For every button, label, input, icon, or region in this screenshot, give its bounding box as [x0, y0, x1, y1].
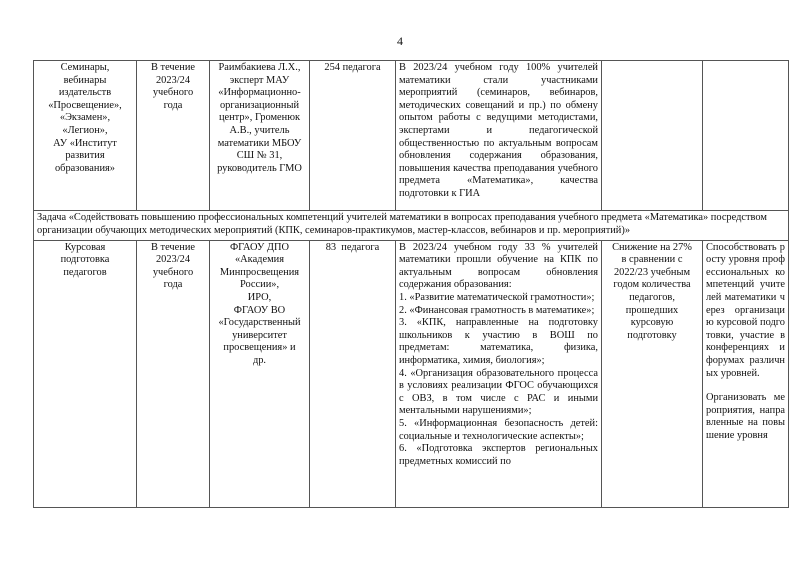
- dynamics-cell: [602, 61, 703, 211]
- page-number: 4: [397, 34, 403, 48]
- text-line: издательств: [58, 87, 112, 99]
- paragraph-gap: [706, 380, 785, 392]
- text-line: Раимбакиева Л.Х.,: [218, 62, 301, 73]
- text-line: АУ «Институт: [53, 137, 117, 149]
- text-line: учебного: [152, 266, 194, 278]
- text-line: 2023/24: [155, 254, 191, 266]
- result-item: 2. «Финансовая грамотность в математике»;: [399, 304, 595, 316]
- text-line: подготовка: [60, 254, 110, 266]
- text-line: «Государственный: [218, 317, 301, 329]
- text-line: математики МБОУ: [217, 137, 302, 149]
- text-line: педагогов: [63, 266, 107, 278]
- text-line: центр», Громенюк: [218, 112, 301, 124]
- participants-cell: 83 педагога: [310, 240, 396, 507]
- text-line: организационный: [219, 99, 300, 111]
- text-line: эксперт МАУ: [229, 74, 290, 86]
- text-line: А.В., учитель: [229, 124, 290, 136]
- text-line: в сравнении с: [621, 254, 683, 266]
- text-line: года: [163, 99, 183, 111]
- text-line: В течение: [151, 241, 195, 253]
- text-line: курсовую: [630, 317, 674, 329]
- text-line: «Легион»,: [62, 124, 108, 136]
- period-cell: [137, 240, 210, 507]
- report-table: [33, 60, 789, 508]
- proposal-paragraph: Способствовать росту уровня профессиональных компетенций учителей математики через организацию курсовой подготовки, участие в конференциях и форумах различных уровней.: [706, 241, 785, 379]
- task-text: Задача «Содействовать повышению профессиональных компетенций учителей математики в вопросах преподавания учебного предмета «Математика» посредством организации обучающих методических мероприятий (КПК, семинаров-практикумов, мастер-классов, вебинаров и пр. мероприятий)»: [34, 211, 789, 241]
- result-intro: В 2023/24 учебном году 33 % учителей математики прошли обучение на КПК по актуальным вопросам обновления содержания образования:: [399, 241, 598, 291]
- text-line: учебного: [152, 87, 194, 99]
- text-line: образования»: [54, 162, 115, 174]
- table-row: [34, 61, 789, 211]
- text-line: ИРО,: [247, 291, 272, 303]
- text-line: др.: [252, 354, 267, 366]
- text-line: «Просвещение»,: [48, 99, 122, 111]
- responsible-cell: [210, 61, 310, 211]
- text-line: 2023/24: [155, 74, 191, 86]
- result-item: 6. «Подготовка экспертов региональных предметных комиссий по: [399, 443, 598, 467]
- text-line: «Экзамен»,: [59, 112, 111, 124]
- period-cell: [137, 61, 210, 211]
- result-item: 5. «Информационная безопасность детей: социальные и технологические аспекты»;: [399, 417, 598, 442]
- proposal-paragraph: Организовать мероприятия, направленные на повышение уровня: [706, 392, 785, 441]
- text-line: педагогов,: [629, 291, 675, 303]
- participants-cell: 254 педагога: [310, 61, 396, 211]
- text-line: развития: [65, 150, 105, 162]
- result-item: 3. «КПК, направленные на подготовку школьников к участию в ВОШ по предметам: математика, физика, информатика, химия, биология»;: [399, 317, 598, 366]
- text-line: вебинары: [63, 74, 107, 86]
- text-line: университет: [232, 329, 287, 341]
- text-line: России»,: [239, 279, 280, 291]
- text-line: Курсовая: [64, 241, 106, 253]
- text-line: ФГАОУ ДПО: [229, 241, 290, 253]
- result-item: 4. «Организация образовательного процесса в условиях реализации ФГОС обучающихся с ОВЗ, в том числе с РАС и иными ментальными нарушениями»;: [399, 367, 598, 417]
- result-cell: В 2023/24 учебном году 100% учителей математики стали участниками мероприятий (семинаров, вебинаров, методических совещаний и пр.) по обмену опытом работы с ведущими методистами, экспертами и педагогической общественностью по актуальным вопросам обновления содержания образования, повышения качества преподавания учебного предмета «Математика», качества подготовки к ГИА: [396, 61, 602, 211]
- text-line: СШ № 31,: [236, 150, 283, 162]
- text-line: подготовку: [627, 329, 677, 341]
- text-line: Снижение на 27%: [612, 241, 692, 253]
- text-line: руководитель ГМО: [217, 162, 302, 174]
- result-cell: [396, 240, 602, 507]
- dynamics-cell: [602, 240, 703, 507]
- text-line: Семинары,: [60, 62, 110, 73]
- text-line: года: [163, 279, 183, 291]
- text-line: Минпросвещения: [219, 266, 300, 278]
- text-line: 2022/23 учебным: [613, 266, 691, 278]
- proposals-cell: [703, 240, 789, 507]
- proposals-cell: [703, 61, 789, 211]
- text-line: ФГАОУ ВО: [233, 304, 286, 316]
- result-item: 1. «Развитие математической грамотности»;: [399, 291, 595, 303]
- event-cell: [34, 61, 137, 211]
- task-row: [34, 211, 789, 241]
- text-line: «Информационно-: [218, 87, 301, 99]
- text-line: В течение: [151, 62, 195, 73]
- text-line: годом количества: [613, 279, 691, 291]
- table-row: [34, 240, 789, 507]
- responsible-cell: [210, 240, 310, 507]
- text-line: просвещения» и: [223, 342, 296, 354]
- event-cell: [34, 240, 137, 507]
- text-line: прошедших: [625, 304, 679, 316]
- text-line: «Академия: [234, 254, 284, 266]
